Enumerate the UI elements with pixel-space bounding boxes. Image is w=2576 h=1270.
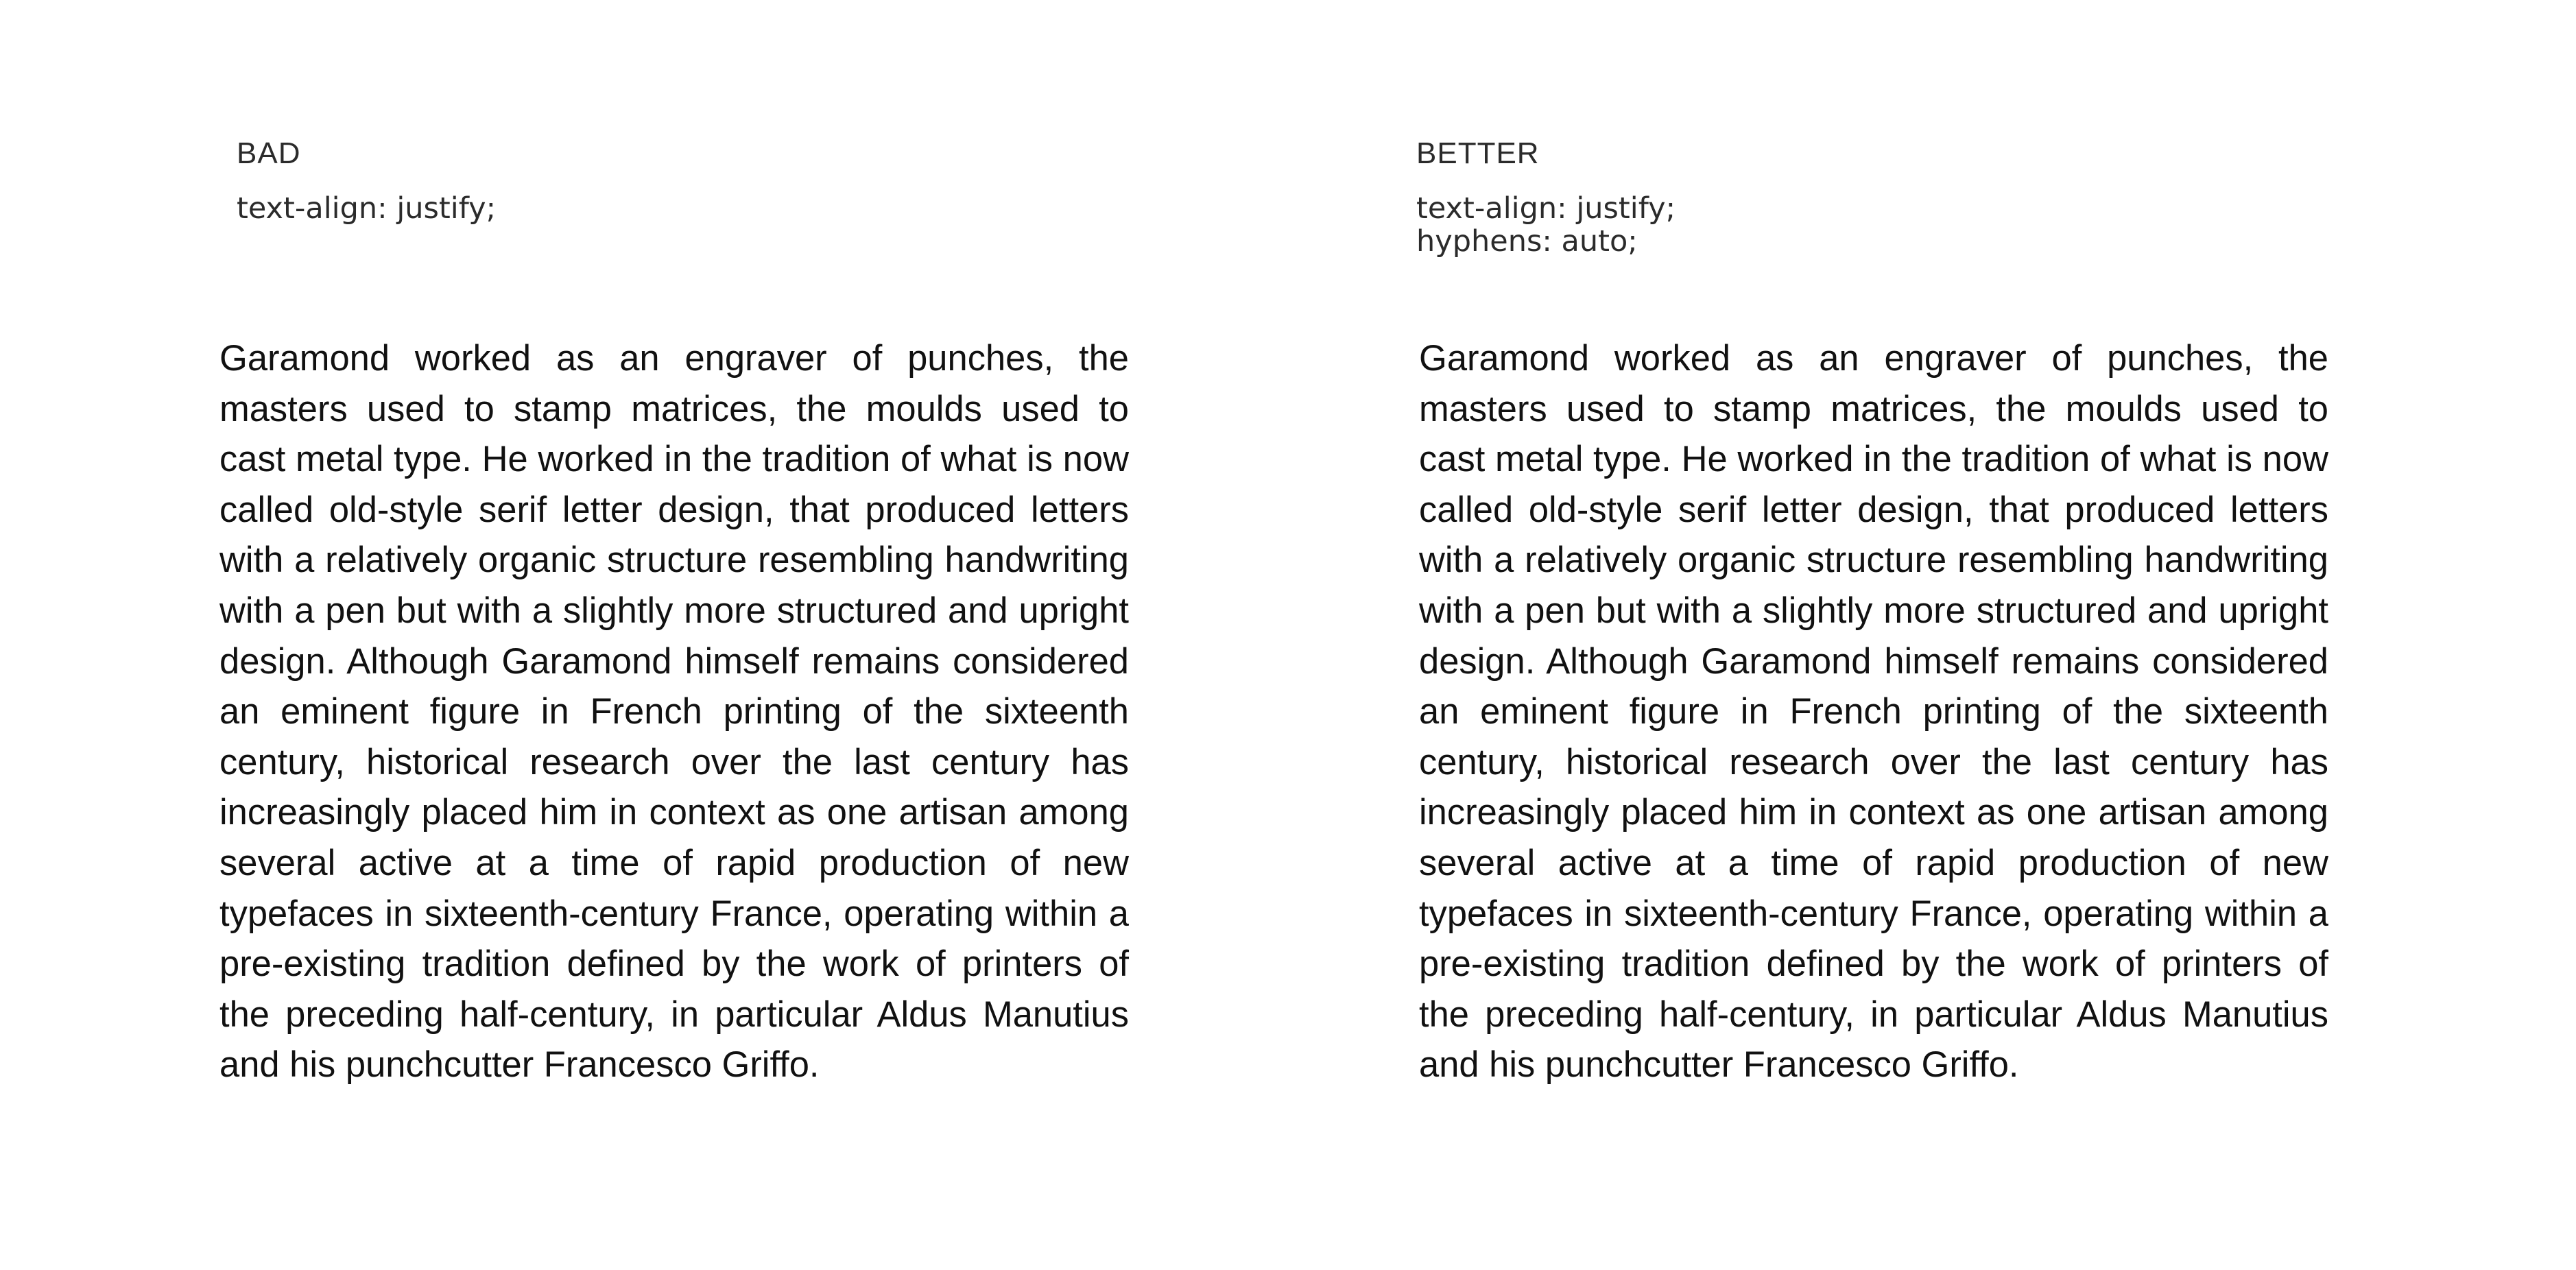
better-code-line-2: hyphens: auto; [1416, 224, 1638, 259]
better-hyphenated-paragraph: Garamond worked as an engraver of punches, the masters used to stamp matrices, the moulds used to cast metal type. He worked in the tradition of what is now called old-style serif letter design, that produced letters with a relatively organic structure resembling handwriting with a pen but with a slightly more structured and upright design. Although Garamond himself remains considered an eminent figure in French printing of the sixteenth century, historical research over the last century has increasingly placed him in context as one artisan among several active at a time of rapid production of new typefaces in sixteenth-century France, operating within a pre-existing tradition defined by the work of printers of the preceding half-century, in particular Aldus Manutius and his punchcutter Francesco Griffo. [1419, 338, 2328, 1086]
better-code-line-1: text-align: justify; [1416, 191, 1676, 226]
bad-label: BAD [237, 136, 301, 170]
bad-code-line-1: text-align: justify; [237, 191, 497, 226]
better-label: BETTER [1416, 136, 1540, 170]
bad-justified-paragraph: Garamond worked as an engraver of punches, the masters used to stamp matrices, the moulds used to cast metal type. He worked in the tradition of what is now called old-style serif letter design, that produced letters with a relatively organic structure resembling handwriting with a pen but with a slightly more structured and upright design. Although Garamond himself remains considered an eminent figure in French printing of the sixteenth century, historical research over the last century has increasingly placed him in context as one artisan among several active at a time of rapid production of new typefaces in sixteenth-century France, operating within a pre-existing tradition defined by the work of printers of the preceding half-century, in particular Aldus Manutius and his punchcutter Francesco Griffo. [219, 338, 1129, 1086]
